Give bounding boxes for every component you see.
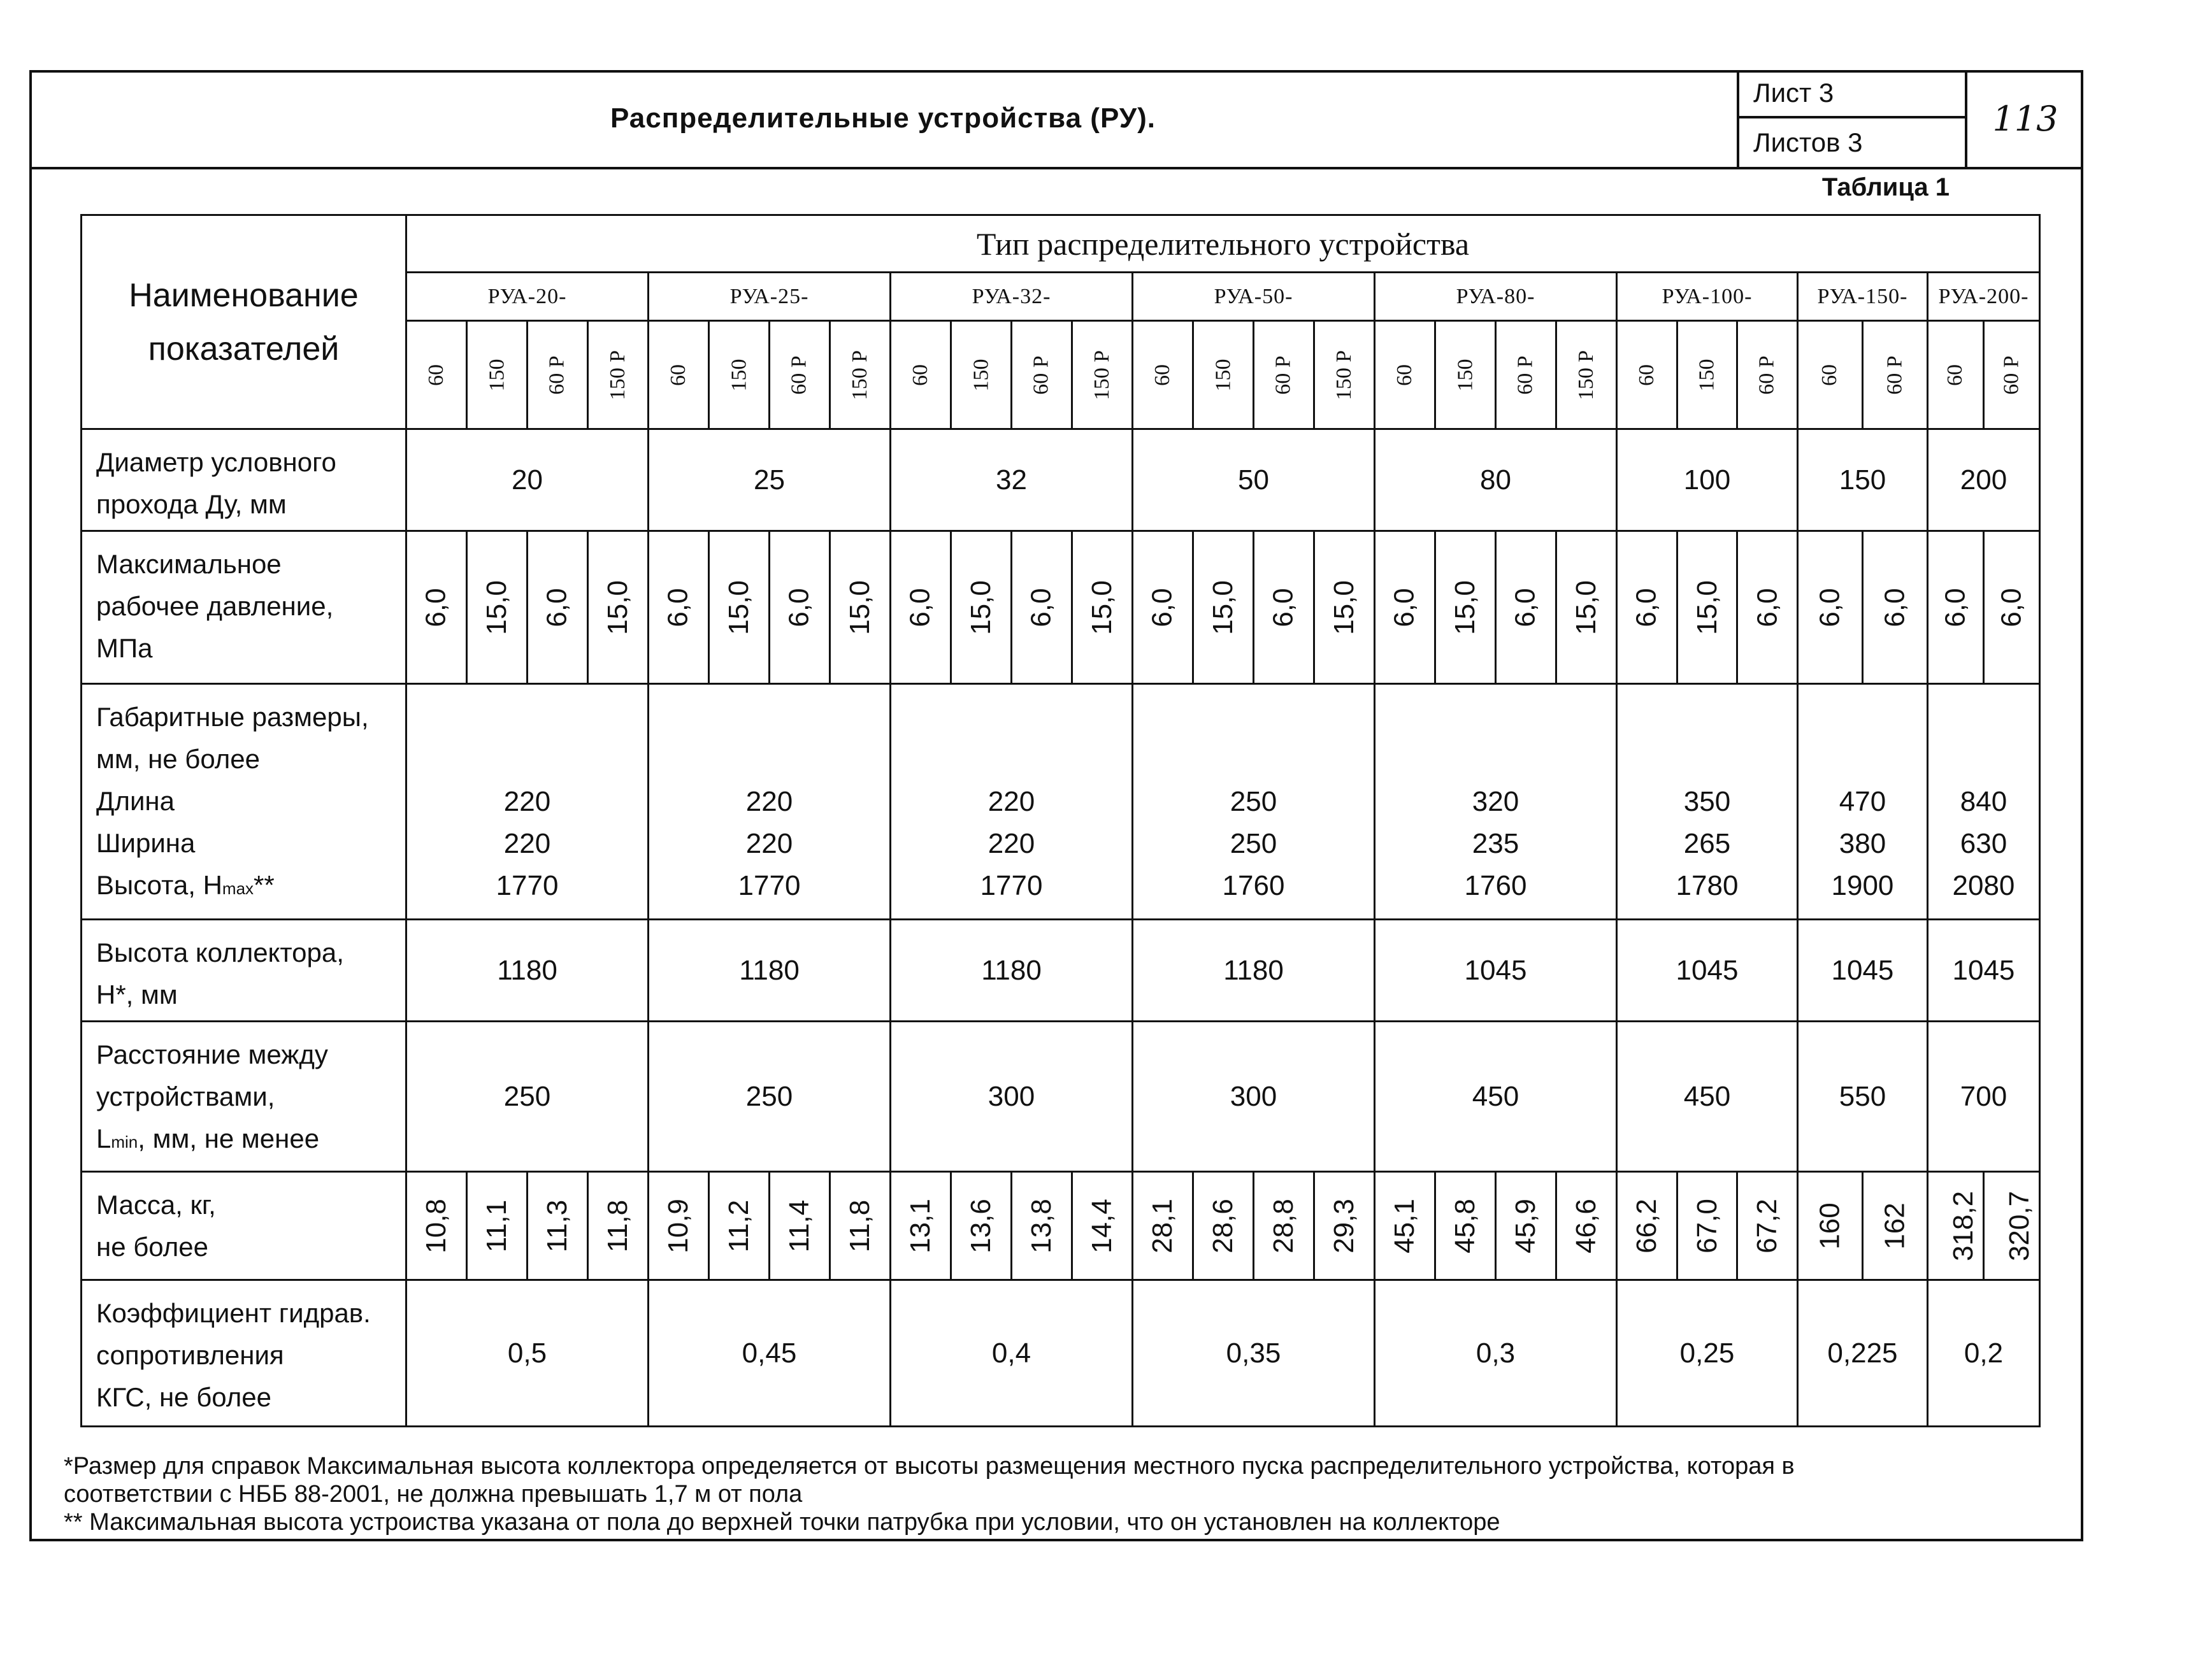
device-group-header: РУА-100- bbox=[1617, 273, 1798, 321]
diameter-value: 200 bbox=[1927, 429, 2039, 531]
pressure-value bbox=[1927, 531, 1983, 684]
modification-header bbox=[1862, 321, 1927, 429]
pressure-text: 15,0 bbox=[1570, 580, 1602, 635]
pressure-text: 6,0 bbox=[1025, 587, 1057, 627]
dimensions-stack bbox=[1928, 781, 2039, 907]
diameter-value: 32 bbox=[891, 429, 1133, 531]
row-label-line: мм, не более bbox=[96, 744, 261, 774]
row-label-diameter bbox=[82, 429, 406, 531]
device-group-header: РУА-20- bbox=[406, 273, 649, 321]
pressure-value bbox=[1556, 531, 1617, 684]
distance-value: 450 bbox=[1617, 1022, 1798, 1172]
pressure-text: 15,0 bbox=[1207, 580, 1239, 635]
mass-value bbox=[1254, 1172, 1314, 1280]
row-label-line: Масса, кг, bbox=[96, 1190, 216, 1220]
dimension-width: 265 bbox=[1683, 828, 1731, 859]
pressure-text: 15,0 bbox=[965, 580, 996, 635]
modification-label: 150 Р bbox=[605, 350, 629, 400]
pressure-value bbox=[1193, 531, 1254, 684]
pressure-text: 15,0 bbox=[1086, 580, 1117, 635]
modification-label: 60 Р bbox=[1029, 355, 1053, 395]
dimensions-value bbox=[1927, 684, 2039, 920]
device-group-header: РУА-32- bbox=[891, 273, 1133, 321]
device-type-header: Тип распределительного устройства bbox=[406, 215, 2040, 273]
row-label-line: Длина bbox=[96, 786, 175, 816]
sheets-total: Листов 3 bbox=[1753, 127, 1863, 157]
pressure-value bbox=[1797, 531, 1862, 684]
row-label-mass bbox=[82, 1172, 406, 1280]
mass-value bbox=[528, 1172, 588, 1280]
pressure-text: 6,0 bbox=[1509, 587, 1541, 627]
distance-value: 700 bbox=[1927, 1022, 2039, 1172]
modification-label: 150 bbox=[1211, 359, 1235, 391]
mass-value bbox=[770, 1172, 830, 1280]
modification-header bbox=[1496, 321, 1556, 429]
pressure-text: 6,0 bbox=[1751, 587, 1783, 627]
modification-label: 60 bbox=[424, 364, 448, 386]
mass-text: 162 bbox=[1879, 1202, 1911, 1250]
collector-height-value: 1180 bbox=[649, 920, 891, 1022]
mass-text: 11,8 bbox=[602, 1199, 633, 1252]
mass-text: 13,8 bbox=[1025, 1198, 1057, 1253]
row-label-pressure bbox=[82, 531, 406, 684]
modification-header bbox=[467, 321, 528, 429]
distance-value: 450 bbox=[1375, 1022, 1617, 1172]
row-label-line: Диаметр условного bbox=[96, 447, 336, 477]
collector-height-value: 1180 bbox=[406, 920, 649, 1022]
collector-height-value: 1045 bbox=[1617, 920, 1798, 1022]
pressure-value bbox=[891, 531, 951, 684]
device-group-header: РУА-50- bbox=[1133, 273, 1375, 321]
pressure-text: 6,0 bbox=[662, 587, 694, 627]
pressure-text: 6,0 bbox=[1146, 587, 1178, 627]
modification-label: 60 Р bbox=[1755, 355, 1779, 395]
title-block bbox=[29, 70, 2083, 169]
mass-value bbox=[467, 1172, 528, 1280]
coefficient-value: 0,2 bbox=[1927, 1280, 2039, 1427]
mass-value bbox=[1617, 1172, 1677, 1280]
dimensions-value bbox=[1617, 684, 1798, 920]
mass-value bbox=[1193, 1172, 1254, 1280]
row-label-line: Ширина bbox=[96, 828, 196, 858]
collector-height-value: 1045 bbox=[1927, 920, 2039, 1022]
diameter-value: 20 bbox=[406, 429, 649, 531]
row-pressure bbox=[82, 531, 2040, 684]
mass-text: 13,1 bbox=[904, 1198, 936, 1253]
pressure-text: 6,0 bbox=[1267, 587, 1299, 627]
mass-value bbox=[709, 1172, 770, 1280]
row-label-line: Расстояние между bbox=[96, 1039, 328, 1069]
table-caption: Таблица 1 bbox=[1821, 173, 1950, 201]
modification-label: 60 Р bbox=[1513, 355, 1537, 395]
mass-text: 45,9 bbox=[1509, 1198, 1541, 1253]
dimension-height: 1770 bbox=[738, 870, 801, 901]
collector-height-value: 1045 bbox=[1797, 920, 1927, 1022]
modification-header bbox=[1254, 321, 1314, 429]
dimension-width: 250 bbox=[1230, 828, 1277, 859]
modification-label: 150 Р bbox=[847, 350, 872, 400]
dimensions-stack bbox=[1618, 781, 1797, 907]
pressure-text: 6,0 bbox=[904, 587, 936, 627]
modification-header bbox=[1677, 321, 1737, 429]
mass-text: 66,2 bbox=[1630, 1198, 1662, 1253]
mass-value bbox=[588, 1172, 649, 1280]
mass-text: 318,2 bbox=[1948, 1190, 1979, 1261]
modification-label: 60 Р bbox=[545, 355, 569, 395]
dimension-length: 220 bbox=[988, 786, 1035, 817]
footnote-line: соответствии с НББ 88-2001, не должна превышать 1,7 м от пола bbox=[64, 1481, 803, 1508]
modification-header bbox=[1314, 321, 1375, 429]
pressure-value bbox=[1737, 531, 1798, 684]
row-label-line: рабочее давление, bbox=[96, 591, 334, 621]
mass-text: 45,8 bbox=[1449, 1198, 1481, 1253]
dimension-length: 350 bbox=[1683, 786, 1731, 817]
pressure-value bbox=[406, 531, 467, 684]
mass-text: 29,3 bbox=[1328, 1198, 1360, 1253]
mass-text: 11,2 bbox=[723, 1199, 754, 1252]
pressure-value bbox=[528, 531, 588, 684]
pressure-text: 6,0 bbox=[1814, 587, 1846, 627]
dimension-length: 840 bbox=[1960, 786, 2007, 817]
modification-label: 60 Р bbox=[1999, 355, 2023, 395]
pressure-text: 6,0 bbox=[1630, 587, 1662, 627]
pressure-value bbox=[1862, 531, 1927, 684]
row-label-line: H*, мм bbox=[96, 980, 178, 1010]
modification-header bbox=[1737, 321, 1798, 429]
coefficient-value: 0,5 bbox=[406, 1280, 649, 1427]
pressure-text: 6,0 bbox=[541, 587, 573, 627]
mass-value bbox=[1927, 1172, 1983, 1280]
mass-text: 28,1 bbox=[1146, 1198, 1178, 1253]
footnote-line: *Размер для справок Максимальная высота коллектора определяется от высоты размещения местного пуска распределительного устройства, которая в bbox=[64, 1453, 1795, 1480]
dimension-width: 220 bbox=[988, 828, 1035, 859]
dimension-width: 630 bbox=[1960, 828, 2007, 859]
modification-header bbox=[709, 321, 770, 429]
modification-label: 150 bbox=[1695, 359, 1719, 391]
pressure-value bbox=[709, 531, 770, 684]
modification-header bbox=[1375, 321, 1435, 429]
footnote-line: ** Максимальная высота устроиства указана от пола до верхней точки патрубка при условии, что он установлен на коллекторе bbox=[64, 1509, 1500, 1536]
row-collector_height bbox=[82, 920, 2040, 1022]
distance-value: 300 bbox=[891, 1022, 1133, 1172]
dimensions-value bbox=[1375, 684, 1617, 920]
dimension-length: 220 bbox=[503, 786, 551, 817]
dimensions-value bbox=[1133, 684, 1375, 920]
dimensions-value bbox=[649, 684, 891, 920]
pressure-value bbox=[1983, 531, 2039, 684]
header-line: Наименование bbox=[129, 276, 359, 314]
dimension-height: 1770 bbox=[496, 870, 559, 901]
modification-header bbox=[588, 321, 649, 429]
mass-value bbox=[1496, 1172, 1556, 1280]
sheet-number: Лист 3 bbox=[1739, 70, 1965, 118]
distance-value: 550 bbox=[1797, 1022, 1927, 1172]
distance-label-sub: min bbox=[111, 1132, 138, 1152]
modification-header bbox=[1617, 321, 1677, 429]
height-label: Высота, H bbox=[96, 870, 222, 900]
collector-height-value: 1045 bbox=[1375, 920, 1617, 1022]
pressure-value bbox=[1072, 531, 1133, 684]
modification-header bbox=[1193, 321, 1254, 429]
modification-label: 60 bbox=[1943, 364, 1967, 386]
mass-text: 11,4 bbox=[784, 1199, 815, 1252]
dimensions-stack bbox=[891, 781, 1131, 907]
modification-label: 60 bbox=[1151, 364, 1174, 386]
collector-height-value: 1180 bbox=[891, 920, 1133, 1022]
pressure-value bbox=[1617, 531, 1677, 684]
device-group-header: РУА-25- bbox=[649, 273, 891, 321]
mass-value bbox=[1314, 1172, 1375, 1280]
modification-label: 150 Р bbox=[1332, 350, 1356, 400]
mass-text: 11,3 bbox=[542, 1199, 573, 1252]
mass-value bbox=[406, 1172, 467, 1280]
diameter-value: 80 bbox=[1375, 429, 1617, 531]
modification-label: 60 Р bbox=[1271, 355, 1295, 395]
footnotes bbox=[64, 1452, 2051, 1536]
pressure-text: 6,0 bbox=[783, 587, 815, 627]
pressure-text: 15,0 bbox=[480, 580, 512, 635]
modification-header bbox=[951, 321, 1012, 429]
pressure-value bbox=[1677, 531, 1737, 684]
row-label-line bbox=[96, 1118, 405, 1163]
collector-height-value: 1180 bbox=[1133, 920, 1375, 1022]
row-dimensions bbox=[82, 684, 2040, 920]
row-label-line: МПа bbox=[96, 633, 153, 663]
modification-header bbox=[1072, 321, 1133, 429]
pressure-value bbox=[467, 531, 528, 684]
coefficient-value: 0,45 bbox=[649, 1280, 891, 1427]
mass-value bbox=[1435, 1172, 1496, 1280]
dimension-length: 220 bbox=[745, 786, 793, 817]
modification-header bbox=[891, 321, 951, 429]
modification-header bbox=[1797, 321, 1862, 429]
modification-label: 150 bbox=[1453, 359, 1477, 391]
modification-label: 150 bbox=[969, 359, 993, 391]
pressure-text: 15,0 bbox=[1328, 580, 1360, 635]
dimension-height: 2080 bbox=[1952, 870, 2015, 901]
pressure-text: 6,0 bbox=[1995, 587, 2027, 627]
modification-label: 60 bbox=[908, 364, 932, 386]
pressure-value bbox=[1012, 531, 1072, 684]
modification-label: 60 bbox=[1818, 364, 1842, 386]
pressure-text: 15,0 bbox=[601, 580, 633, 635]
mass-text: 10,8 bbox=[420, 1198, 452, 1253]
pressure-text: 6,0 bbox=[1388, 587, 1420, 627]
row-label-line: не более bbox=[96, 1232, 208, 1262]
mass-text: 14,4 bbox=[1086, 1198, 1117, 1253]
mass-text: 45,1 bbox=[1388, 1198, 1420, 1253]
modification-header bbox=[1556, 321, 1617, 429]
mass-text: 28,8 bbox=[1267, 1198, 1299, 1253]
mass-text: 67,2 bbox=[1751, 1198, 1783, 1253]
row-label-line: Максимальное bbox=[96, 549, 282, 579]
mass-value bbox=[1072, 1172, 1133, 1280]
mass-value bbox=[1677, 1172, 1737, 1280]
row-label-coefficient bbox=[82, 1280, 406, 1427]
mass-text: 320,7 bbox=[2004, 1190, 2036, 1261]
handwritten-page-number: 113 bbox=[1965, 70, 2083, 167]
modification-header bbox=[770, 321, 830, 429]
row-mass bbox=[82, 1172, 2040, 1280]
dimension-length: 320 bbox=[1472, 786, 1519, 817]
coefficient-value: 0,225 bbox=[1797, 1280, 1927, 1427]
pressure-text: 15,0 bbox=[1449, 580, 1481, 635]
mass-text: 46,6 bbox=[1570, 1198, 1602, 1253]
pressure-text: 15,0 bbox=[844, 580, 875, 635]
mass-value bbox=[1012, 1172, 1072, 1280]
sheet-info-box bbox=[1737, 70, 1965, 167]
dimensions-value bbox=[1797, 684, 1927, 920]
mass-text: 67,0 bbox=[1691, 1198, 1723, 1253]
coefficient-value: 0,35 bbox=[1133, 1280, 1375, 1427]
modification-header bbox=[830, 321, 891, 429]
modification-label: 150 bbox=[727, 359, 750, 391]
modification-header bbox=[528, 321, 588, 429]
distance-value: 300 bbox=[1133, 1022, 1375, 1172]
coefficient-value: 0,25 bbox=[1617, 1280, 1798, 1427]
mass-value bbox=[1133, 1172, 1193, 1280]
modification-header bbox=[1983, 321, 2039, 429]
mass-text: 160 bbox=[1814, 1202, 1846, 1250]
dimensions-stack bbox=[1799, 781, 1927, 907]
row-label-distance bbox=[82, 1022, 406, 1172]
indicator-name-header bbox=[82, 215, 406, 429]
mass-text: 11,1 bbox=[481, 1199, 512, 1252]
header-line: показателей bbox=[148, 330, 340, 368]
pressure-value bbox=[1375, 531, 1435, 684]
distance-value: 250 bbox=[406, 1022, 649, 1172]
pressure-value bbox=[649, 531, 709, 684]
distance-label-suffix: , мм, не менее bbox=[138, 1124, 320, 1153]
coefficient-value: 0,4 bbox=[891, 1280, 1133, 1427]
modification-label: 150 Р bbox=[1574, 350, 1598, 400]
modification-header bbox=[649, 321, 709, 429]
row-diameter bbox=[82, 429, 2040, 531]
dimension-width: 220 bbox=[503, 828, 551, 859]
document-title: Распределительные устройства (РУ). bbox=[610, 103, 1156, 134]
modification-label: 150 bbox=[485, 359, 508, 391]
row-label-line: устройствами, bbox=[96, 1081, 275, 1111]
mass-text: 11,8 bbox=[844, 1199, 875, 1252]
row-label-line: Коэффициент гидрав. bbox=[96, 1298, 371, 1328]
modification-label: 60 bbox=[1393, 364, 1416, 386]
row-distance bbox=[82, 1022, 2040, 1172]
mass-value bbox=[891, 1172, 951, 1280]
pressure-value bbox=[770, 531, 830, 684]
dimension-length: 470 bbox=[1839, 786, 1886, 817]
modification-label: 60 bbox=[666, 364, 690, 386]
row-label-line: КГС, не более bbox=[96, 1382, 271, 1412]
dimension-width: 380 bbox=[1839, 828, 1886, 859]
modification-header bbox=[1012, 321, 1072, 429]
row-label-line: сопротивления bbox=[96, 1340, 284, 1370]
dimension-length: 250 bbox=[1230, 786, 1277, 817]
modification-header bbox=[1133, 321, 1193, 429]
dimensions-stack bbox=[407, 781, 647, 907]
pressure-value bbox=[1133, 531, 1193, 684]
row-label-line: Габаритные размеры, bbox=[96, 702, 369, 732]
row-label-dimensions bbox=[82, 684, 406, 920]
dimensions-value bbox=[891, 684, 1133, 920]
dimensions-stack bbox=[649, 781, 889, 907]
pressure-value bbox=[588, 531, 649, 684]
dimension-height: 1780 bbox=[1676, 870, 1739, 901]
height-label-sub: max bbox=[222, 879, 254, 898]
mass-value bbox=[830, 1172, 891, 1280]
mass-value bbox=[649, 1172, 709, 1280]
dimension-height: 1900 bbox=[1831, 870, 1894, 901]
pressure-text: 15,0 bbox=[722, 580, 754, 635]
modification-label: 60 Р bbox=[787, 355, 811, 395]
mass-value bbox=[1556, 1172, 1617, 1280]
pressure-value bbox=[1254, 531, 1314, 684]
row-label-line bbox=[96, 864, 405, 910]
pressure-text: 6,0 bbox=[1939, 587, 1971, 627]
device-group-header: РУА-80- bbox=[1375, 273, 1617, 321]
dimension-height: 1770 bbox=[980, 870, 1043, 901]
modification-label: 60 bbox=[1634, 364, 1658, 386]
device-group-header: РУА-200- bbox=[1927, 273, 2039, 321]
height-label-suffix: ** bbox=[254, 870, 275, 900]
mass-value bbox=[1797, 1172, 1862, 1280]
mass-value bbox=[1862, 1172, 1927, 1280]
row-label-line: прохода Ду, мм bbox=[96, 489, 287, 519]
pressure-value bbox=[1314, 531, 1375, 684]
diameter-value: 150 bbox=[1797, 429, 1927, 531]
pressure-text: 15,0 bbox=[1691, 580, 1723, 635]
specification-table bbox=[80, 214, 2041, 1427]
distance-value: 250 bbox=[649, 1022, 891, 1172]
modification-header bbox=[406, 321, 467, 429]
modification-header bbox=[1927, 321, 1983, 429]
mass-value bbox=[1983, 1172, 2039, 1280]
pressure-value bbox=[830, 531, 891, 684]
pressure-value bbox=[1496, 531, 1556, 684]
dimension-width: 235 bbox=[1472, 828, 1519, 859]
dimension-height: 1760 bbox=[1464, 870, 1527, 901]
mass-value bbox=[951, 1172, 1012, 1280]
modification-label: 60 Р bbox=[1883, 355, 1907, 395]
pressure-value bbox=[1435, 531, 1496, 684]
dimensions-stack bbox=[1375, 781, 1616, 907]
pressure-value bbox=[951, 531, 1012, 684]
row-label-collector_height bbox=[82, 920, 406, 1022]
diameter-value: 25 bbox=[649, 429, 891, 531]
modification-header bbox=[1435, 321, 1496, 429]
mass-text: 10,9 bbox=[662, 1198, 694, 1253]
mass-value bbox=[1737, 1172, 1798, 1280]
header-row-type bbox=[82, 215, 2040, 273]
mass-text: 13,6 bbox=[965, 1198, 996, 1253]
diameter-value: 50 bbox=[1133, 429, 1375, 531]
dimension-height: 1760 bbox=[1222, 870, 1285, 901]
dimensions-value bbox=[406, 684, 649, 920]
pressure-text: 6,0 bbox=[1879, 587, 1911, 627]
coefficient-value: 0,3 bbox=[1375, 1280, 1617, 1427]
device-group-header: РУА-150- bbox=[1797, 273, 1927, 321]
row-coefficient bbox=[82, 1280, 2040, 1427]
modification-label: 150 Р bbox=[1089, 350, 1114, 400]
mass-text: 28,6 bbox=[1207, 1198, 1239, 1253]
dimension-width: 220 bbox=[745, 828, 793, 859]
diameter-value: 100 bbox=[1617, 429, 1798, 531]
row-label-line: Высота коллектора, bbox=[96, 938, 344, 967]
mass-value bbox=[1375, 1172, 1435, 1280]
pressure-text: 6,0 bbox=[420, 587, 452, 627]
distance-label: L bbox=[96, 1124, 111, 1153]
dimensions-stack bbox=[1133, 781, 1374, 907]
